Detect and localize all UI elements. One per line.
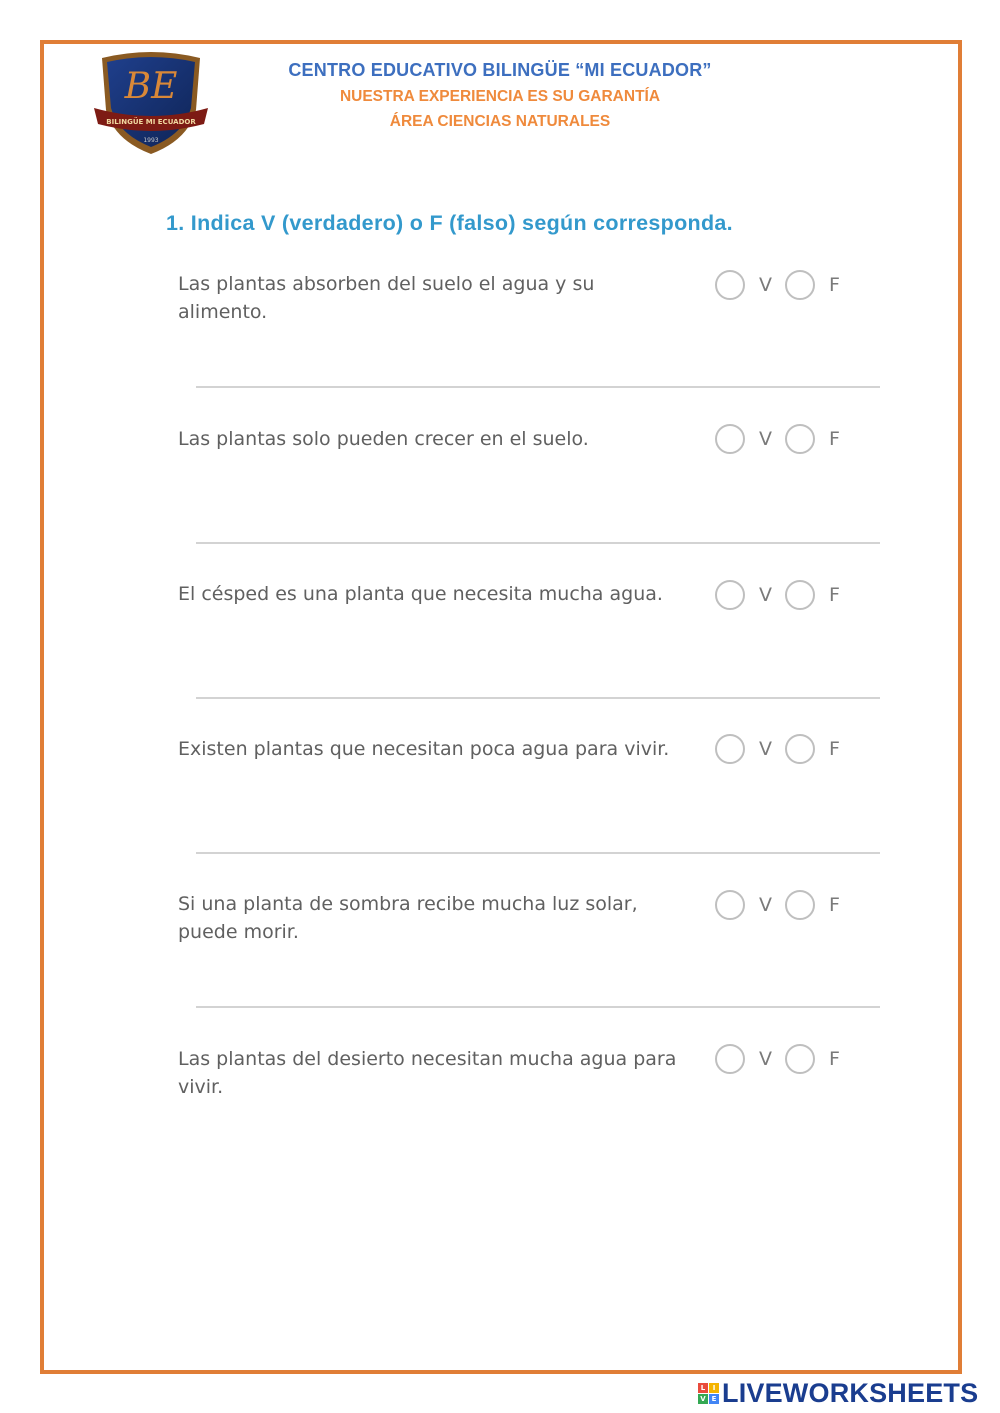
mark-letter: V	[698, 1394, 708, 1404]
option-true-5[interactable]	[715, 890, 772, 920]
radio-circle-icon[interactable]	[785, 580, 815, 610]
divider	[196, 386, 880, 388]
option-label: V	[759, 738, 772, 760]
school-motto: NUESTRA EXPERIENCIA ES SU GARANTÍA	[339, 88, 661, 105]
option-false-3[interactable]	[785, 580, 840, 610]
option-false-6[interactable]	[785, 1044, 840, 1074]
divider	[196, 542, 880, 544]
page-frame	[40, 40, 962, 1374]
school-name: CENTRO EDUCATIVO BILINGÜE “MI ECUADOR”	[288, 60, 712, 80]
radio-circle-icon[interactable]	[785, 270, 815, 300]
statement-1: Las plantas absorben del suelo el agua y su alimento.	[178, 273, 595, 323]
statement-5: Si una planta de sombra recibe mucha luz solar, puede morir.	[178, 893, 638, 943]
option-label: F	[829, 274, 840, 296]
radio-circle-icon[interactable]	[785, 1044, 815, 1074]
option-false-5[interactable]	[785, 890, 840, 920]
option-true-1[interactable]	[715, 270, 772, 300]
radio-circle-icon[interactable]	[715, 580, 745, 610]
option-false-2[interactable]	[785, 424, 840, 454]
radio-circle-icon[interactable]	[785, 734, 815, 764]
mark-letter: E	[709, 1394, 719, 1404]
divider	[196, 1006, 880, 1008]
divider	[196, 852, 880, 854]
option-true-3[interactable]	[715, 580, 772, 610]
option-false-4[interactable]	[785, 734, 840, 764]
radio-circle-icon[interactable]	[785, 890, 815, 920]
option-label: V	[759, 274, 772, 296]
option-true-2[interactable]	[715, 424, 772, 454]
option-label: F	[829, 738, 840, 760]
option-label: F	[829, 428, 840, 450]
option-label: F	[829, 894, 840, 916]
radio-circle-icon[interactable]	[715, 890, 745, 920]
logo-banner: BILINGÜE MI ECUADOR	[106, 118, 196, 126]
mark-letter: I	[709, 1383, 719, 1393]
statement-2: Las plantas solo pueden crecer en el suelo.	[178, 428, 589, 450]
option-false-1[interactable]	[785, 270, 840, 300]
statement-3: El césped es una planta que necesita mucha agua.	[178, 583, 663, 605]
option-label: V	[759, 1048, 772, 1070]
option-true-4[interactable]	[715, 734, 772, 764]
logo-initials: BE	[124, 66, 178, 107]
radio-circle-icon[interactable]	[715, 424, 745, 454]
radio-circle-icon[interactable]	[715, 734, 745, 764]
exercise-instruction: 1. Indica V (verdadero) o F (falso) según corresponda.	[166, 211, 733, 235]
logo-year: 1993	[143, 137, 159, 144]
divider	[196, 697, 880, 699]
liveworksheets-brand: LIVEWORKSHEETS	[722, 1378, 979, 1408]
mark-letter: L	[698, 1383, 708, 1393]
option-label: F	[829, 584, 840, 606]
option-true-6[interactable]	[715, 1044, 772, 1074]
statement-4: Existen plantas que necesitan poca agua para vivir.	[178, 738, 670, 760]
radio-circle-icon[interactable]	[785, 424, 815, 454]
radio-circle-icon[interactable]	[715, 270, 745, 300]
option-label: V	[759, 428, 772, 450]
statement-6: Las plantas del desierto necesitan mucha agua para vivir.	[178, 1048, 677, 1098]
subject-area: ÁREA CIENCIAS NATURALES	[389, 113, 611, 130]
option-label: V	[759, 584, 772, 606]
option-label: F	[829, 1048, 840, 1070]
liveworksheets-logo[interactable]	[698, 1378, 978, 1409]
option-label: V	[759, 894, 772, 916]
liveworksheets-mark-icon	[698, 1383, 719, 1404]
radio-circle-icon[interactable]	[715, 1044, 745, 1074]
